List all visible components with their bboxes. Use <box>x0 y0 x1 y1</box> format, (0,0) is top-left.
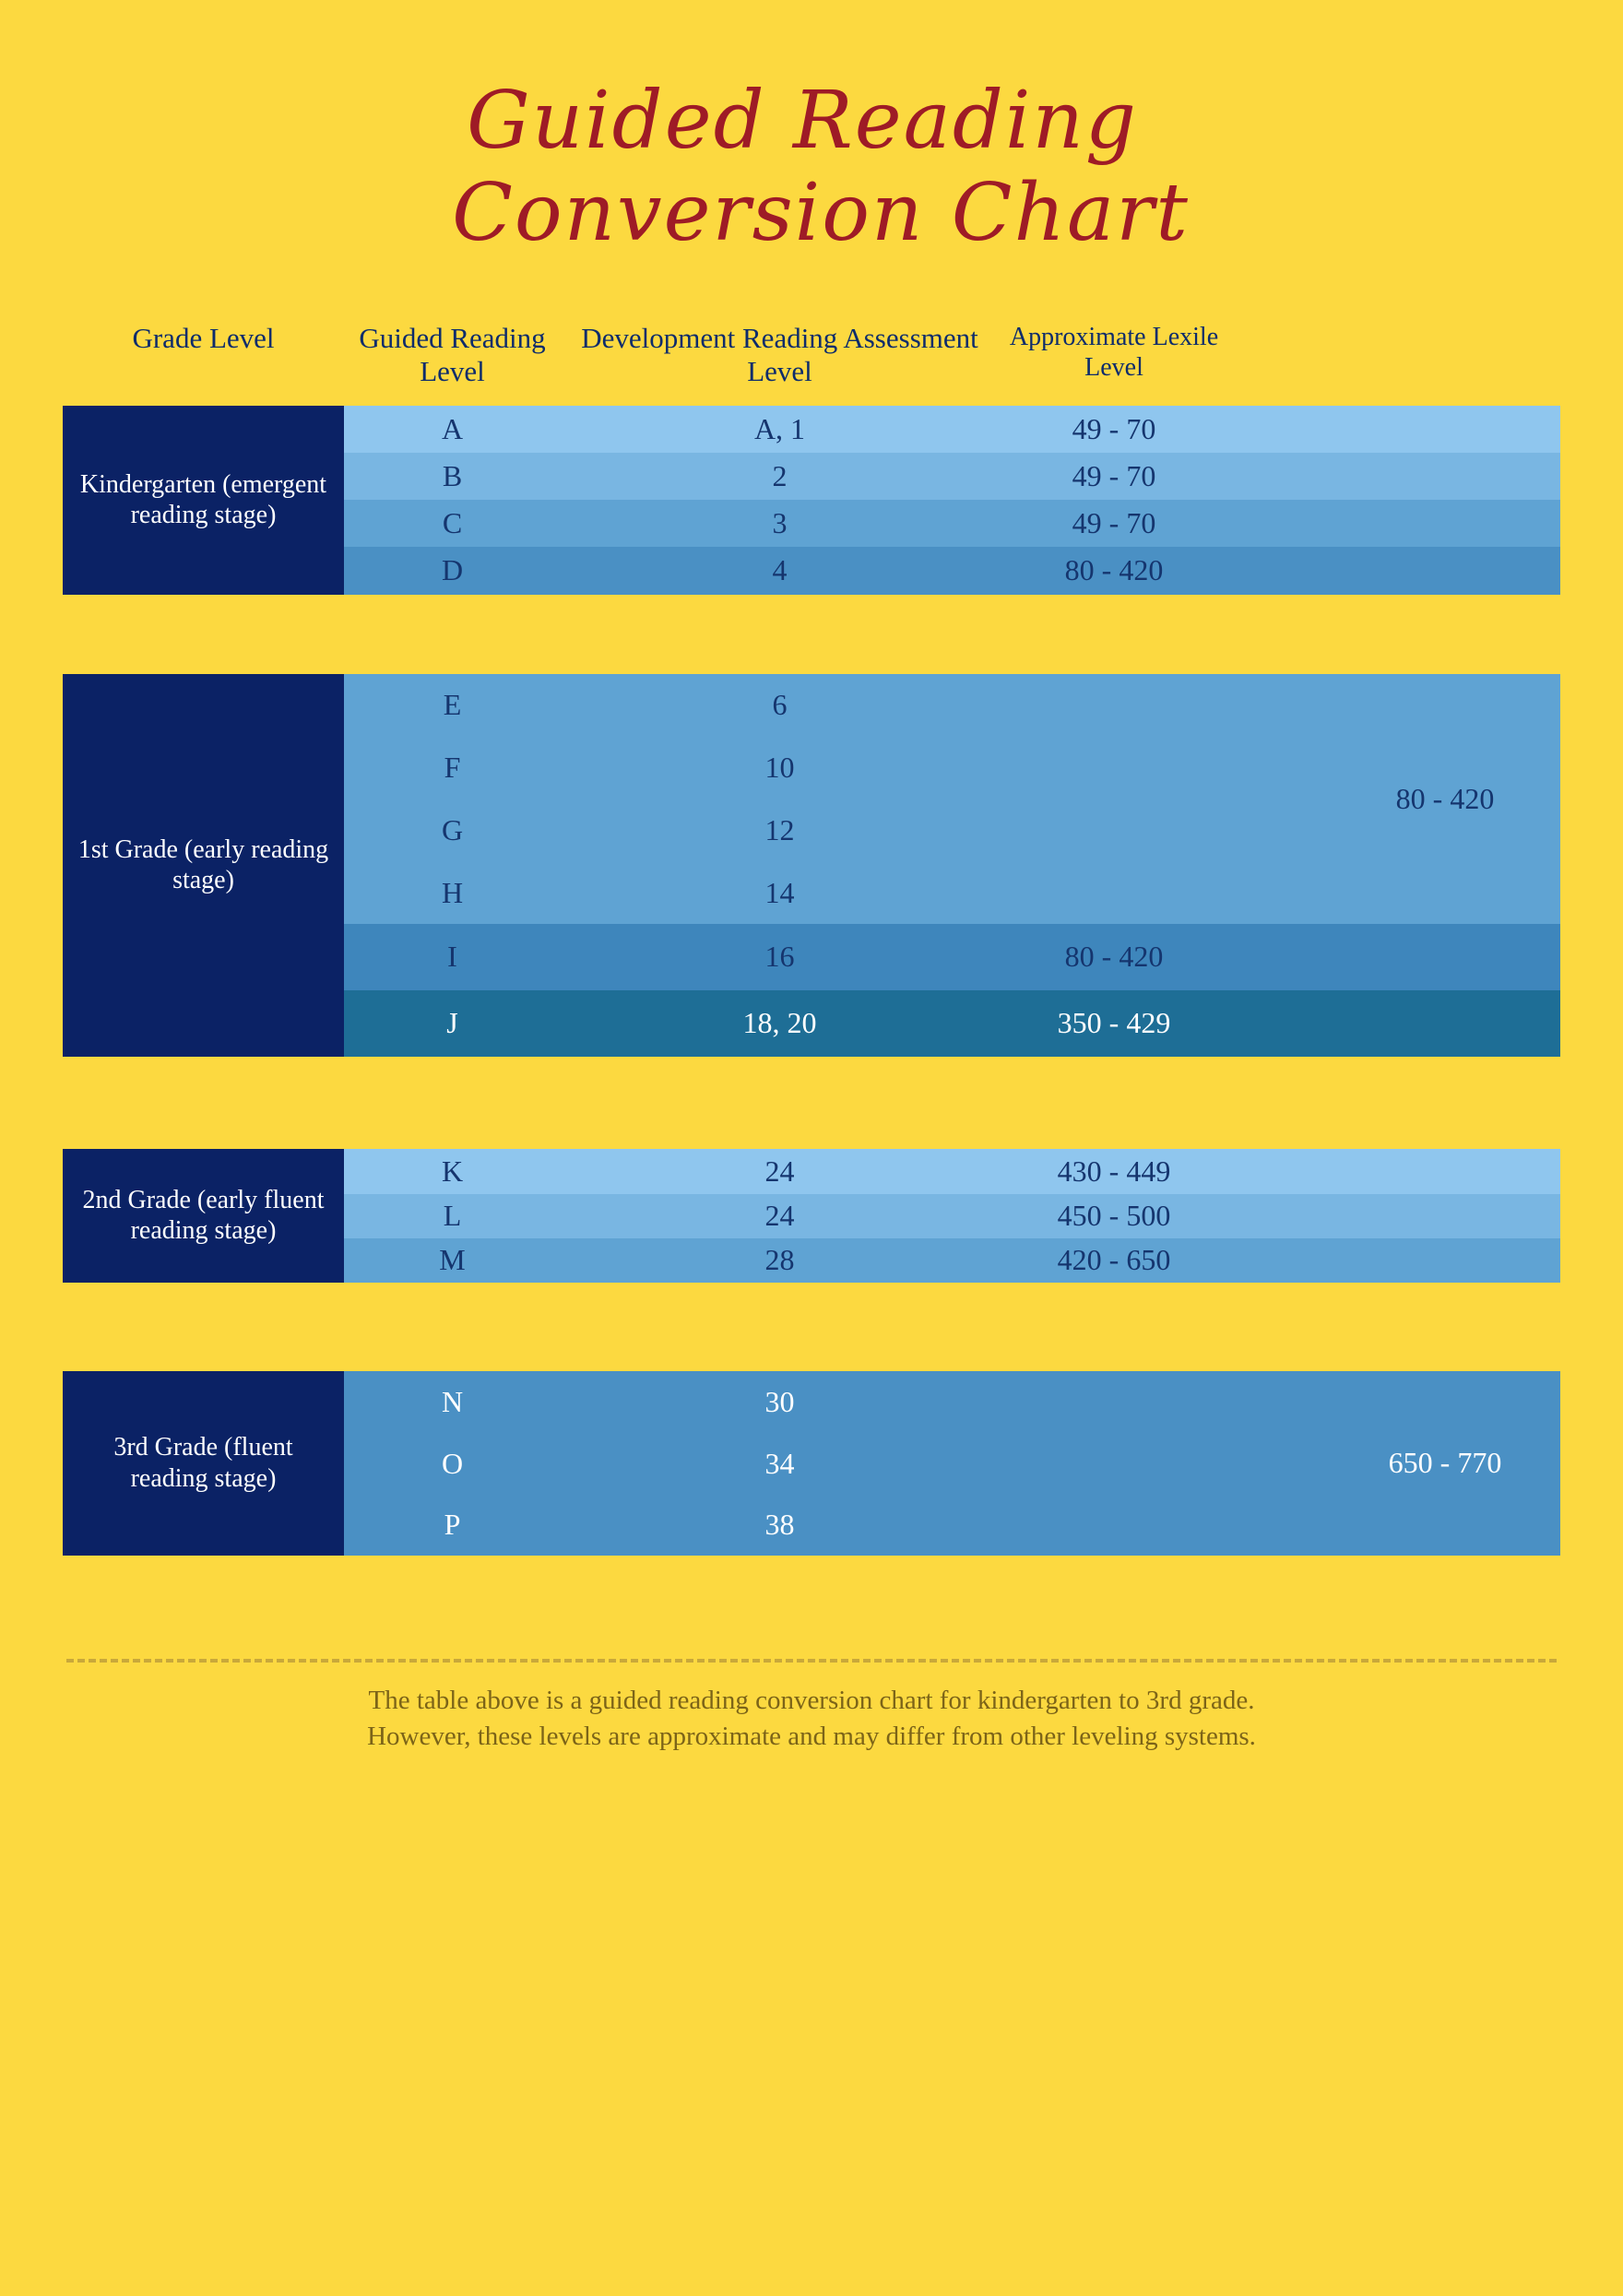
cell-dra: 12 <box>764 813 795 847</box>
cell-grl: J <box>446 1006 458 1040</box>
cell-grl: G <box>441 813 464 847</box>
cell-grl: M <box>439 1243 466 1277</box>
page-title <box>63 0 1560 260</box>
table-row <box>344 799 1330 862</box>
rows-2nd-grade <box>344 1149 1560 1283</box>
header-dra-level: Development Reading Assessment Level <box>581 321 978 388</box>
table-row <box>344 924 1560 990</box>
cell-grl: D <box>441 553 464 587</box>
grade-cell-kindergarten: Kindergarten (emergent reading stage) <box>63 406 344 595</box>
cell-grl: A <box>441 411 464 445</box>
cell-grl: L <box>443 1199 462 1233</box>
table-row <box>344 453 1560 500</box>
cell-dra: 30 <box>764 1384 795 1418</box>
cell-dra: 24 <box>764 1199 795 1233</box>
cell-lexile: 49 - 70 <box>1072 411 1156 445</box>
table-block-3rd-grade <box>63 1371 1560 1556</box>
grade-cell-1st-grade: 1st Grade (early reading stage) <box>63 674 344 1057</box>
header-guided-reading-level: Guided Reading Level <box>359 321 546 388</box>
cell-lexile: 450 - 500 <box>1057 1199 1171 1233</box>
cell-dra: 18, 20 <box>742 1006 817 1040</box>
header-grade-level: Grade Level <box>132 321 275 354</box>
cell-dra: 28 <box>764 1243 795 1277</box>
cell-lexile-merged: 650 - 770 <box>1330 1371 1560 1556</box>
merged-section-1st-grade <box>344 674 1560 924</box>
cell-dra: 38 <box>764 1508 795 1542</box>
grade-cell-3rd-grade: 3rd Grade (fluent reading stage) <box>63 1371 344 1556</box>
table-row <box>344 737 1330 799</box>
cell-grl: E <box>443 688 462 722</box>
rows-1st-grade <box>344 674 1560 1057</box>
cell-grl: P <box>444 1508 461 1542</box>
table-block-2nd-grade <box>63 1149 1560 1283</box>
table-row <box>344 862 1330 924</box>
cell-lexile: 49 - 70 <box>1072 505 1156 539</box>
rows-3rd-grade <box>344 1371 1560 1556</box>
table-row <box>344 406 1560 453</box>
cell-lexile: 80 - 420 <box>1064 940 1164 974</box>
cell-grl: B <box>442 458 463 492</box>
cell-lexile-merged: 80 - 420 <box>1330 674 1560 924</box>
cell-grl: C <box>442 505 463 539</box>
cell-grl: H <box>441 875 464 909</box>
cell-dra: 14 <box>764 875 795 909</box>
cell-dra: 6 <box>772 688 788 722</box>
table-block-1st-grade <box>63 674 1560 1057</box>
table-header-row <box>63 322 1560 389</box>
footnote-line-1: The table above is a guided reading conversion chart for kindergarten to 3rd grade. <box>368 1685 1255 1715</box>
cell-dra: 34 <box>764 1446 795 1480</box>
cell-grl: K <box>441 1154 464 1188</box>
dashed-divider <box>66 1659 1557 1663</box>
cell-lexile: 430 - 449 <box>1057 1154 1171 1188</box>
rows-kindergarten <box>344 406 1560 595</box>
cell-dra: 10 <box>764 751 795 785</box>
cell-dra: A, 1 <box>753 411 806 445</box>
table-row <box>344 500 1560 547</box>
table-row <box>344 1433 1330 1495</box>
cell-lexile: 350 - 429 <box>1057 1006 1171 1040</box>
cell-dra: 4 <box>772 553 788 587</box>
table-row <box>344 990 1560 1057</box>
cell-grl: O <box>441 1446 464 1480</box>
grade-cell-2nd-grade: 2nd Grade (early fluent reading stage) <box>63 1149 344 1283</box>
table-row <box>344 1371 1330 1433</box>
cell-grl: F <box>444 751 461 785</box>
title-line-1: Guided Reading <box>467 75 1138 167</box>
cell-dra: 24 <box>764 1154 795 1188</box>
cell-lexile: 80 - 420 <box>1064 553 1164 587</box>
table-row <box>344 674 1330 737</box>
merged-rows-1st-grade <box>344 674 1330 924</box>
footnote <box>63 1683 1560 1755</box>
table-row <box>344 1149 1560 1194</box>
title-line-2: Conversion Chart <box>452 167 1190 260</box>
cell-dra: 2 <box>772 458 788 492</box>
table-block-kindergarten <box>63 406 1560 595</box>
merged-rows-3rd-grade <box>344 1371 1330 1556</box>
table-row <box>344 1238 1560 1283</box>
cell-dra: 3 <box>772 505 788 539</box>
header-lexile-level: Approximate Lexile Level <box>1009 322 1219 382</box>
cell-lexile: 420 - 650 <box>1057 1243 1171 1277</box>
cell-dra: 16 <box>764 940 795 974</box>
table-row <box>344 1495 1330 1556</box>
cell-grl: N <box>441 1384 464 1418</box>
table-row <box>344 547 1560 595</box>
footnote-line-2: However, these levels are approximate and may differ from other leveling systems. <box>367 1721 1256 1751</box>
cell-lexile: 49 - 70 <box>1072 458 1156 492</box>
cell-grl: I <box>447 940 457 974</box>
table-row <box>344 1194 1560 1238</box>
